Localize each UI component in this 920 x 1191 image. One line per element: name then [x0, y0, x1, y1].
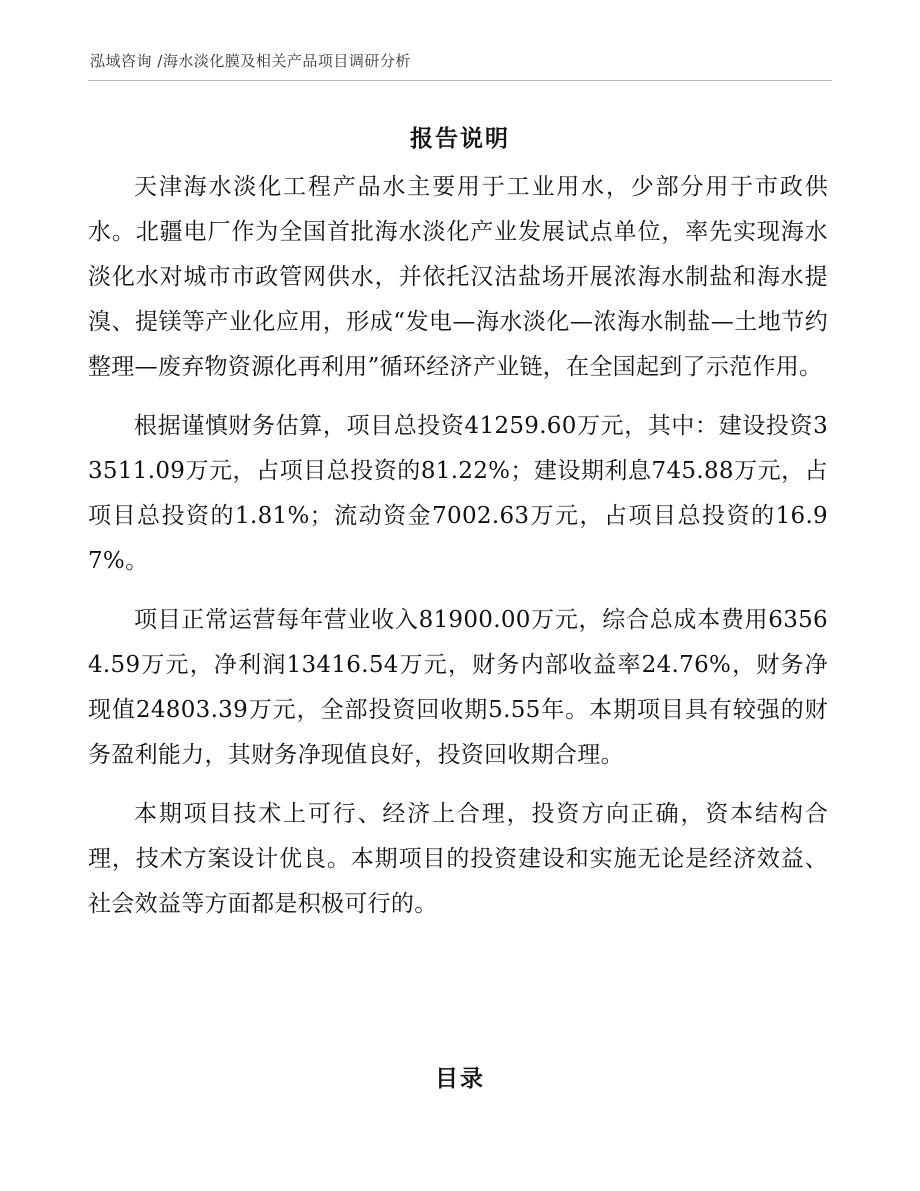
paragraph-feasibility: 本期项目技术上可行、经济上合理，投资方向正确，资本结构合理，技术方案设计优良。本期项目的投资建设和实施无论是经济效益、社会效益等方面都是积极可行的。 [88, 801, 828, 917]
paragraph-intro: 天津海水淡化工程产品水主要用于工业用水，少部分用于市政供水。北疆电厂作为全国首批海水淡化产业发展试点单位，率先实现海水淡化水对城市市政管网供水，并依托汉沽盐场开展浓海水制盐和海水提溴、提镁等产业化应用，形成“发电—海水淡化—浓海水制盐—土地节约整理—废弃物资源化再利用”循环经济产业链，在全国起到了示范作用。 [88, 174, 828, 380]
report-title: 报告说明 [410, 126, 510, 152]
page-header: 泓域咨询 /海水淡化膜及相关产品项目调研分析 [90, 52, 411, 70]
header-divider [88, 80, 832, 81]
toc-title: 目录 [435, 1066, 485, 1092]
report-body [88, 165, 828, 941]
paragraph-revenue: 项目正常运营每年营业收入81900.00万元，综合总成本费用63564.59万元，净利润13416.54万元，财务内部收益率24.76%，财务净现值24803.39万元，全部投资回收期5.55年。本期项目具有较强的财务盈利能力，其财务净现值良好，投资回收期合理。 [88, 607, 828, 768]
paragraph-investment: 根据谨慎财务估算，项目总投资41259.60万元，其中：建设投资33511.09万元，占项目总投资的81.22%；建设期利息745.88万元，占项目总投资的1.81%；流动资金7002.63万元，占项目总投资的16.97%。 [88, 413, 828, 574]
